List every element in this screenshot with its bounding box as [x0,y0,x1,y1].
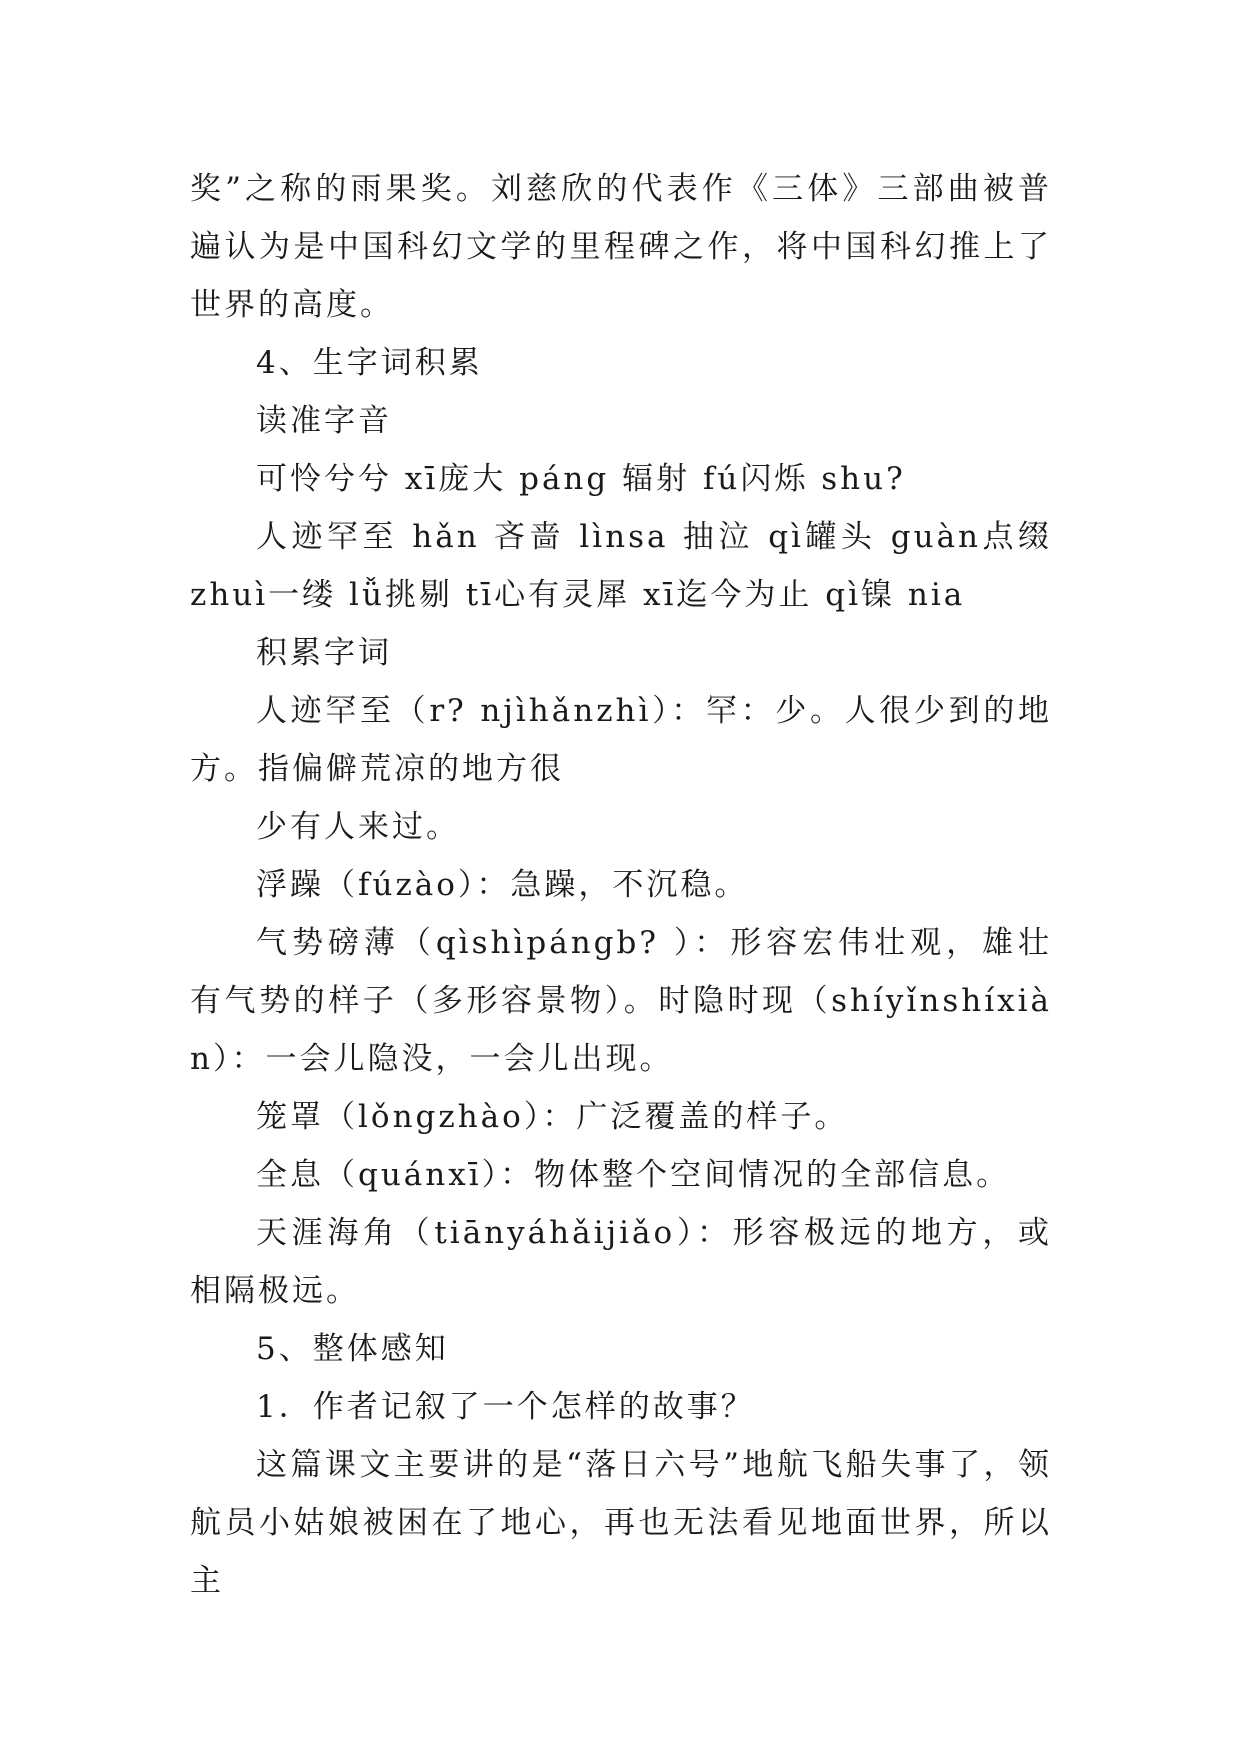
paragraph-intro-end: 奖”之称的雨果奖。刘慈欣的代表作《三体》三部曲被普遍认为是中国科幻文学的里程碑之作，将中国科幻推上了世界的高度。 [190,171,1052,323]
definition-longzhao: 笼罩（lǒngzhào）：广泛覆盖的样子。 [256,1099,849,1135]
definition-fuzao: 浮躁（fúzào）：急躁，不沉稳。 [256,867,749,903]
definition-tianyahaijiao: 天涯海角（tiānyáhǎijiǎo）：形容极远的地方，或相隔极远。 [190,1215,1052,1309]
answer-paragraph: 这篇课文主要讲的是“落日六号”地航飞船失事了，领航员小姑娘被困在了地心，再也无法看见地面世界，所以主 [190,1447,1052,1599]
definition-qishipangbo: 气势磅薄（qìshìpángb? ）：形容宏伟壮观，雄壮有气势的样子（多形容景物）。时隐时现（shíyǐnshíxiàn）：一会儿隐没，一会儿出现。 [190,925,1052,1077]
pronunciation-line-2: 人迹罕至 hǎn 吝啬 lìnsa 抽泣 qì罐头 guàn点缀 zhuì一缕 lǚ挑剔 tī心有灵犀 xī迄今为止 qì镍 nia [190,519,1052,613]
definition-continuation: 少有人来过。 [256,809,460,845]
document-body [190,160,1052,1610]
section-heading-vocabulary: 4、生字词积累 [256,345,483,381]
subheading-word-accumulation: 积累字词 [256,635,392,671]
definition-quanxi: 全息（quánxī）：物体整个空间情况的全部信息。 [256,1157,1011,1193]
pronunciation-line-1: 可怜兮兮 xī庞大 páng 辐射 fú闪烁 shu? [256,461,906,497]
question-1: 1．作者记叙了一个怎样的故事？ [256,1389,755,1425]
definition-renjihanzhi: 人迹罕至（r? njìhǎnzhì）：罕：少。人很少到的地方。指偏僻荒凉的地方很 [190,693,1052,787]
section-heading-overall: 5、整体感知 [256,1331,449,1367]
subheading-pronunciation: 读准字音 [256,403,392,439]
